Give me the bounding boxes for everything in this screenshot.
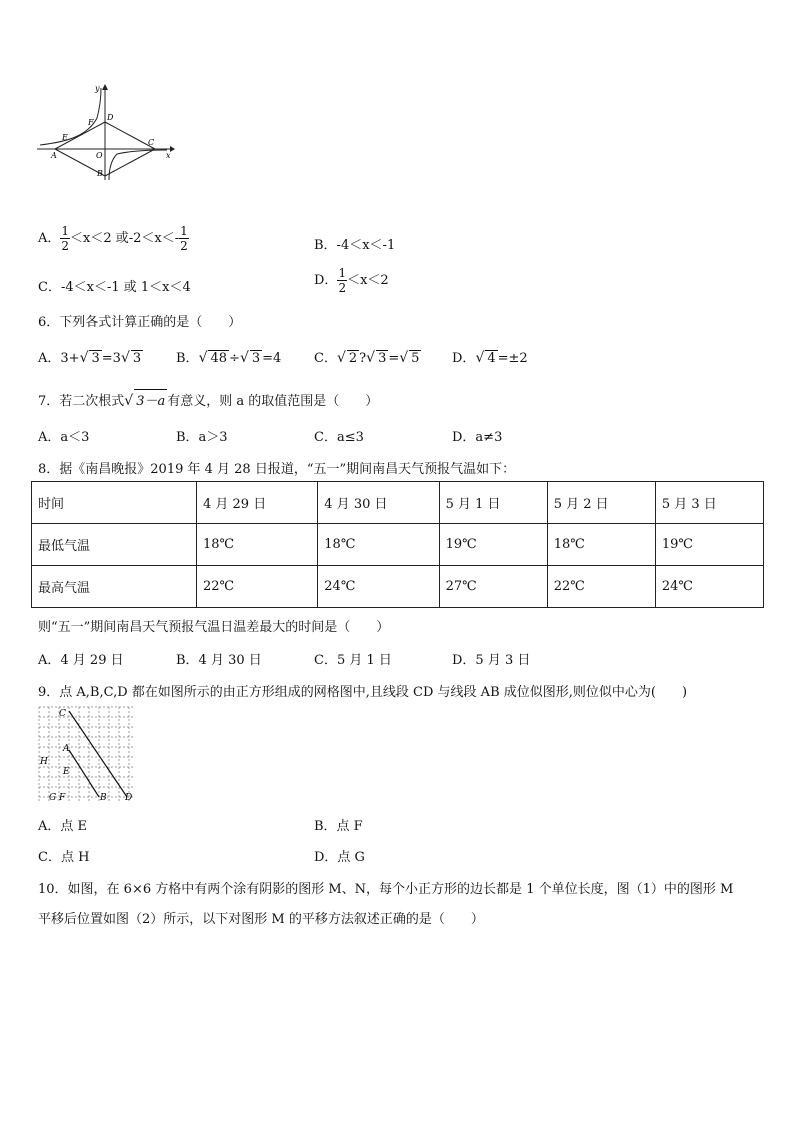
q9-option-c[interactable]: C．点 H: [38, 850, 90, 865]
q5-label-y: y: [95, 84, 100, 93]
table-cell: 27℃: [439, 566, 547, 608]
q9-label-c: C: [59, 709, 66, 719]
q9-option-b[interactable]: B．点 F: [314, 819, 363, 834]
q7-option-c[interactable]: C．a≤3: [314, 430, 364, 445]
q5-label-d: D: [107, 113, 114, 122]
q6-option-b[interactable]: B．√ 48 ÷√ 3 =4: [176, 350, 282, 366]
q9-label-d: D: [125, 793, 133, 803]
q6-option-d[interactable]: D．√ 4 =±2: [452, 350, 528, 366]
q9-label-f: F: [59, 793, 66, 803]
q9-option-a[interactable]: A．点 E: [38, 819, 88, 834]
q9-label-h: H: [40, 757, 48, 767]
table-header-cell: 5 月 1 日: [439, 482, 547, 524]
q5-label-f: F: [88, 118, 94, 127]
table-cell: 18℃: [197, 524, 318, 566]
q5-label-e: E: [62, 133, 68, 142]
table-header-cell: 5 月 2 日: [547, 482, 655, 524]
table-header-cell: 4 月 29 日: [197, 482, 318, 524]
q7-stem: 7．若二次根式√ 3－a 有意义，则 a 的取值范围是（ ）: [38, 389, 378, 409]
q10-stem-line-1: 10．如图，在 6×6 方格中有两个涂有阴影的图形 M、N，每个小正方形的边长都是 1 个单位长度，图（1）中的图形 M: [38, 882, 734, 897]
table-header-cell: 4 月 30 日: [318, 482, 439, 524]
q5-label-x: x: [166, 151, 171, 160]
q8-option-c[interactable]: C．5 月 1 日: [314, 653, 392, 668]
q9-stem: 9．点 A,B,C,D 都在如图所示的由正方形组成的网格图中,且线段 CD 与线段 AB 成位似图形,则位似中心为( ): [38, 685, 688, 700]
q5-d-fraction: $\frac{1}{2}$: [338, 266, 347, 295]
table-header-cell: 时间: [32, 482, 197, 524]
q7-option-b[interactable]: B．a＞3: [176, 430, 228, 445]
q5-function-graph: [35, 82, 175, 182]
q6-option-c[interactable]: C．√ 2 ?√ 3 =√ 5: [314, 350, 420, 366]
q9-label-g: G: [49, 793, 57, 803]
q8-option-d[interactable]: D．5 月 3 日: [452, 653, 531, 668]
table-cell: 19℃: [439, 524, 547, 566]
table-cell: 22℃: [197, 566, 318, 608]
table-row: [32, 524, 764, 566]
q5-option-c[interactable]: C．-4＜x＜-1 或 1＜x＜4: [38, 280, 191, 295]
q9-label-b: B: [100, 793, 107, 803]
q7-option-d[interactable]: D．a≠3: [452, 430, 503, 445]
q5-option-d[interactable]: D． $\frac{1}{2}$ ＜x＜2: [314, 266, 389, 295]
table-header-cell: 5 月 3 日: [655, 482, 763, 524]
table-cell: 22℃: [547, 566, 655, 608]
q8-option-a[interactable]: A．4 月 29 日: [38, 653, 124, 668]
table-cell: 24℃: [318, 566, 439, 608]
table-cell: 最高气温: [32, 566, 197, 608]
table-cell: 18℃: [547, 524, 655, 566]
q5-option-b[interactable]: B．-4＜x＜-1: [314, 238, 396, 253]
q5-option-a[interactable]: A． $\frac{1}{2}$ ＜x＜2 或-2＜x＜- $\frac{1}{2}$: [38, 224, 188, 253]
table-cell: 19℃: [655, 524, 763, 566]
table-cell: 最低气温: [32, 524, 197, 566]
q7-option-a[interactable]: A．a＜3: [38, 430, 90, 445]
q9-label-e: E: [63, 767, 70, 777]
q5-a-fraction-1: $\frac{1}{2}$: [61, 224, 70, 253]
table-row: [32, 566, 764, 608]
q8-option-b[interactable]: B．4 月 30 日: [176, 653, 262, 668]
table-cell: 18℃: [318, 524, 439, 566]
table-cell: 24℃: [655, 566, 763, 608]
table-row: [32, 482, 764, 524]
q5-label-o: O: [96, 151, 103, 160]
q5-label-a: A: [51, 151, 57, 160]
q6-stem: 6．下列各式计算正确的是（ ）: [38, 315, 242, 330]
q8-temperature-table: [31, 481, 764, 608]
q8-followup: 则“五一”期间南昌天气预报气温日温差最大的时间是（ ）: [38, 620, 390, 635]
q5-label-b: B: [97, 169, 103, 178]
q9-grid-figure: [37, 705, 137, 803]
q6-option-a[interactable]: A．3+√ 3 =3√ 3: [38, 350, 142, 366]
q5-label-c: C: [148, 138, 155, 147]
q10-stem-line-2: 平移后位置如图（2）所示，以下对图形 M 的平移方法叙述正确的是（ ）: [38, 912, 484, 927]
q8-stem: 8．据《南昌晚报》2019 年 4 月 28 日报道，“五一”期间南昌天气预报气温如下：: [38, 462, 516, 477]
q5-a-fraction-2: $\frac{1}{2}$: [180, 224, 188, 253]
q9-option-d[interactable]: D．点 G: [314, 850, 365, 865]
q9-label-a: A: [63, 744, 70, 754]
